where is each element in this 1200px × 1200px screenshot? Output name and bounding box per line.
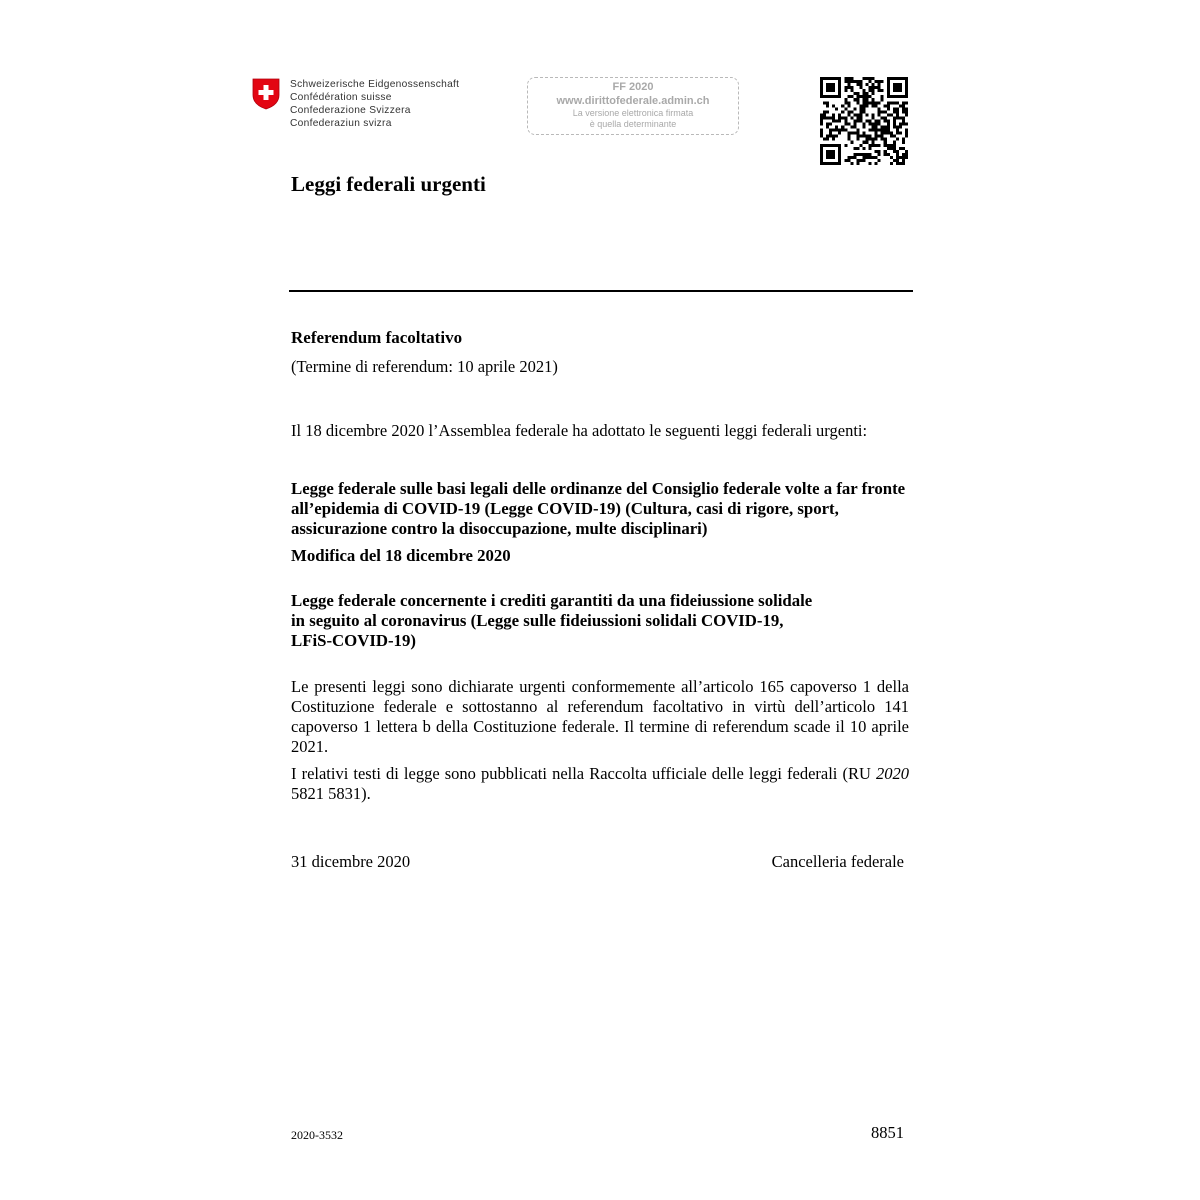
swiss-cross-logo-icon bbox=[252, 78, 280, 110]
body2-prefix: I relativi testi di legge sono pubblicati nella Raccolta ufficiale delle leggi federali (RU bbox=[291, 764, 876, 783]
law1-title: Legge federale sulle basi legali delle ordinanze del Consiglio federale volte a far fronte all’epidemia di COVID-19 (Legge COVID-19) (Cultura, casi di rigore, sport, assicurazione contro la disoccupazione, multe disciplinari) bbox=[291, 479, 906, 538]
law2-title-line2: in seguito al coronavirus (Legge sulle fideiussioni solidali COVID-19, bbox=[291, 611, 784, 630]
stamp-note-1: La versione elettronica firmata bbox=[572, 108, 694, 118]
stamp-note-2: è quella determinante bbox=[589, 119, 677, 129]
body-paragraph-1: Le presenti leggi sono dichiarate urgenti conformemente all’articolo 165 capoverso 1 della Costituzione federale e sottostanno al referendum facoltativo in virtù dell’articolo 141 capoverso 1 lettera b della Costituzione federale. Il termine di referendum scade il 10 aprile 2021. bbox=[291, 677, 909, 756]
body-paragraph-2 bbox=[291, 764, 909, 804]
confederation-names bbox=[290, 78, 459, 130]
stamp-url: www.dirittofederale.admin.ch bbox=[556, 95, 710, 107]
confederation-name-it: Confederazione Svizzera bbox=[290, 105, 411, 116]
document-date: 31 dicembre 2020 bbox=[291, 852, 411, 871]
stamp-ff: FF 2020 bbox=[612, 81, 654, 93]
referendum-deadline: (Termine di referendum: 10 aprile 2021) bbox=[291, 357, 558, 376]
document-number: 2020-3532 bbox=[291, 1128, 343, 1142]
divider bbox=[289, 290, 913, 292]
electronic-version-stamp bbox=[527, 77, 739, 135]
law2-title-line3: LFiS-COVID-19) bbox=[291, 631, 416, 650]
page-number: 8851 bbox=[871, 1123, 904, 1142]
qr-code-icon bbox=[820, 77, 908, 165]
intro-paragraph: Il 18 dicembre 2020 l’Assemblea federale ha adottato le seguenti leggi federali urgenti: bbox=[291, 421, 868, 440]
law2-title bbox=[291, 591, 909, 651]
confederation-name-fr: Confédération suisse bbox=[290, 92, 392, 103]
confederation-name-de: Schweizerische Eidgenossenschaft bbox=[290, 79, 460, 90]
issuer: Cancelleria federale bbox=[771, 852, 904, 871]
body2-suffix: 5821 5831). bbox=[291, 784, 371, 803]
page-title: Leggi federali urgenti bbox=[291, 172, 486, 196]
body2-year: 2020 bbox=[876, 764, 909, 783]
law1-amendment: Modifica del 18 dicembre 2020 bbox=[291, 546, 511, 565]
law2-title-line1: Legge federale concernente i crediti garantiti da una fideiussione solidale bbox=[291, 591, 813, 610]
confederation-name-rm: Confederaziun svizra bbox=[290, 118, 392, 129]
section-heading: Referendum facoltativo bbox=[291, 328, 463, 347]
